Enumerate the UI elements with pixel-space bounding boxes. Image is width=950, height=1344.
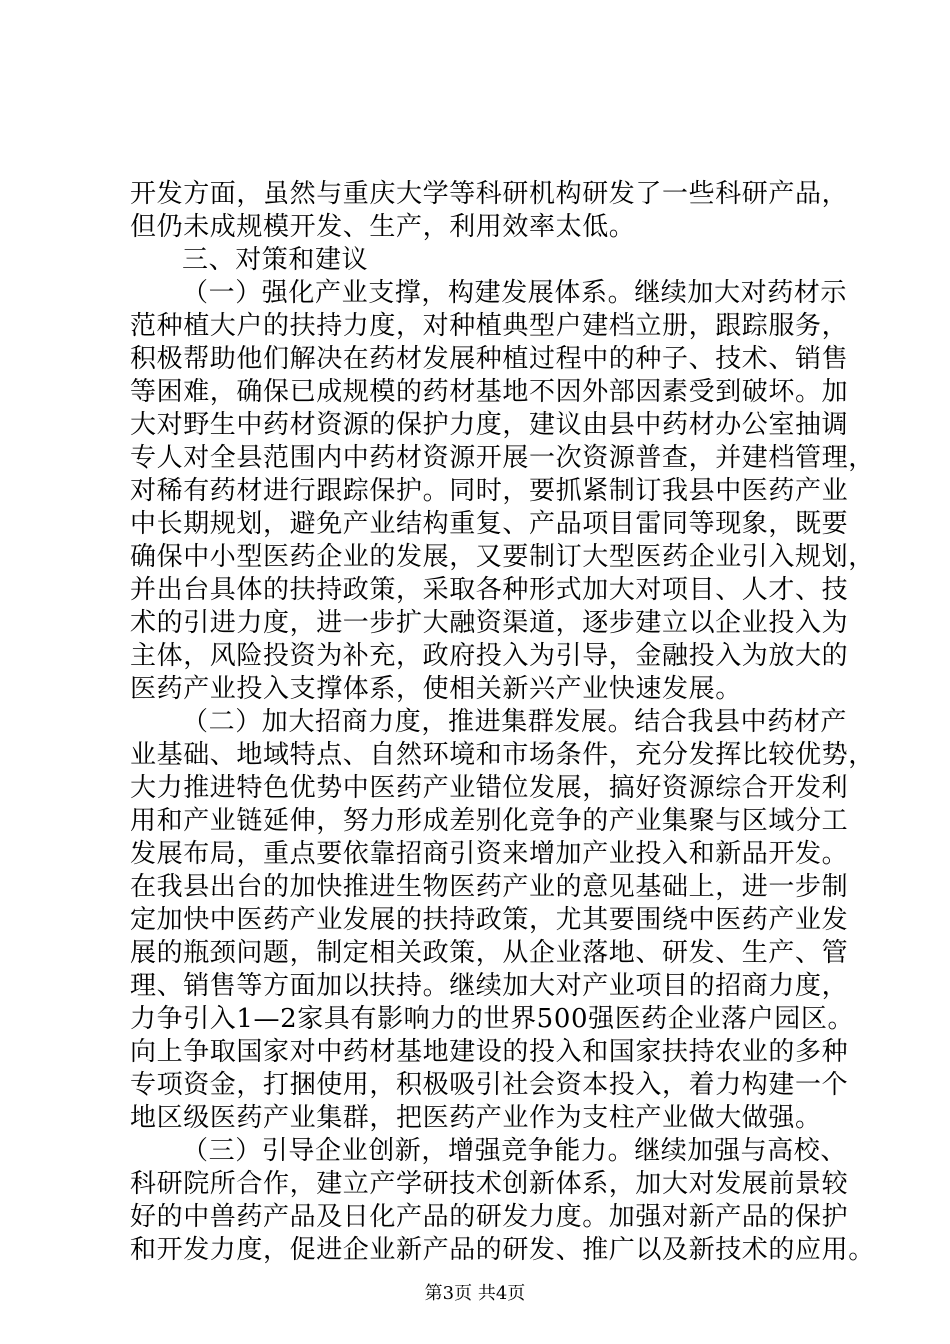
- text-line: 科研院所合作，建立产学研技术创新体系，加大对发展前景较: [130, 1169, 849, 1199]
- text-line: 理、销售等方面加以扶持。继续加大对产业项目的招商力度，: [130, 971, 849, 1001]
- text-line: 发展布局，重点要依靠招商引资来增加产业投入和新品开发。: [130, 839, 849, 869]
- text-line: 对稀有药材进行跟踪保护。同时，要抓紧制订我县中医药产业: [130, 476, 849, 506]
- text-line: 在我县出台的加快推进生物医药产业的意见基础上，进一步制: [130, 872, 849, 902]
- text-line: 但仍未成规模开发、生产，利用效率太低。: [130, 212, 636, 242]
- text-line: 确保中小型医药企业的发展，又要制订大型医药企业引入规划，: [130, 542, 875, 572]
- text-line: 等困难，确保已成规模的药材基地不因外部因素受到破坏。加: [130, 377, 849, 407]
- text-line: 中长期规划，避免产业结构重复、产品项目雷同等现象，既要: [130, 509, 849, 539]
- page-number-footer: 第3页 共4页: [424, 1283, 526, 1304]
- text-line: 好的中兽药产品及日化产品的研发力度。加强对新产品的保护: [130, 1202, 849, 1232]
- text-line: 和开发力度，促进企业新产品的研发、推广以及新技术的应用。: [130, 1235, 875, 1265]
- text-line: 积极帮助他们解决在药材发展种植过程中的种子、技术、销售: [130, 344, 849, 374]
- text-line: 范种植大户的扶持力度，对种植典型户建档立册，跟踪服务，: [130, 311, 849, 341]
- text-line: 主体，风险投资为补充，政府投入为引导，金融投入为放大的: [130, 641, 849, 671]
- text-line: 医药产业投入支撑体系，使相关新兴产业快速发展。: [130, 674, 742, 704]
- text-line: 专项资金，打捆使用，积极吸引社会资本投入，着力构建一个: [130, 1070, 849, 1100]
- text-line: 并出台具体的扶持政策，采取各种形式加大对项目、人才、技: [130, 575, 849, 605]
- text-line: （三）引导企业创新，增强竞争能力。继续加强与高校、: [182, 1136, 848, 1166]
- text-line: （二）加大招商力度，推进集群发展。结合我县中药材产: [182, 707, 848, 737]
- text-line: 定加快中医药产业发展的扶持政策，尤其要围绕中医药产业发: [130, 905, 849, 935]
- text-line: 业基础、地域特点、自然环境和市场条件，充分发挥比较优势，: [130, 740, 875, 770]
- section-heading: 三、对策和建议: [182, 245, 369, 275]
- text-line: 术的引进力度，进一步扩大融资渠道，逐步建立以企业投入为: [130, 608, 849, 638]
- document-body: [130, 178, 875, 1267]
- text-line: （一）强化产业支撑，构建发展体系。继续加大对药材示: [182, 278, 848, 308]
- text-line: 专人对全县范围内中药材资源开展一次资源普查，并建档管理，: [130, 443, 875, 473]
- text-line: 地区级医药产业集群，把医药产业作为支柱产业做大做强。: [130, 1103, 822, 1133]
- text-line: 用和产业链延伸，努力形成差别化竞争的产业集聚与区域分工: [130, 806, 849, 836]
- text-line: 开发方面，虽然与重庆大学等科研机构研发了一些科研产品，: [130, 179, 849, 209]
- text-line: 展的瓶颈问题，制定相关政策，从企业落地、研发、生产、管: [130, 938, 849, 968]
- text-line: 大力推进特色优势中医药产业错位发展，搞好资源综合开发利: [130, 773, 849, 803]
- text-line: 大对野生中药材资源的保护力度，建议由县中药材办公室抽调: [130, 410, 849, 440]
- text-line: 向上争取国家对中药材基地建设的投入和国家扶持农业的多种: [130, 1037, 849, 1067]
- text-line: 力争引入1—2家具有影响力的世界500强医药企业落户园区。: [130, 1004, 855, 1034]
